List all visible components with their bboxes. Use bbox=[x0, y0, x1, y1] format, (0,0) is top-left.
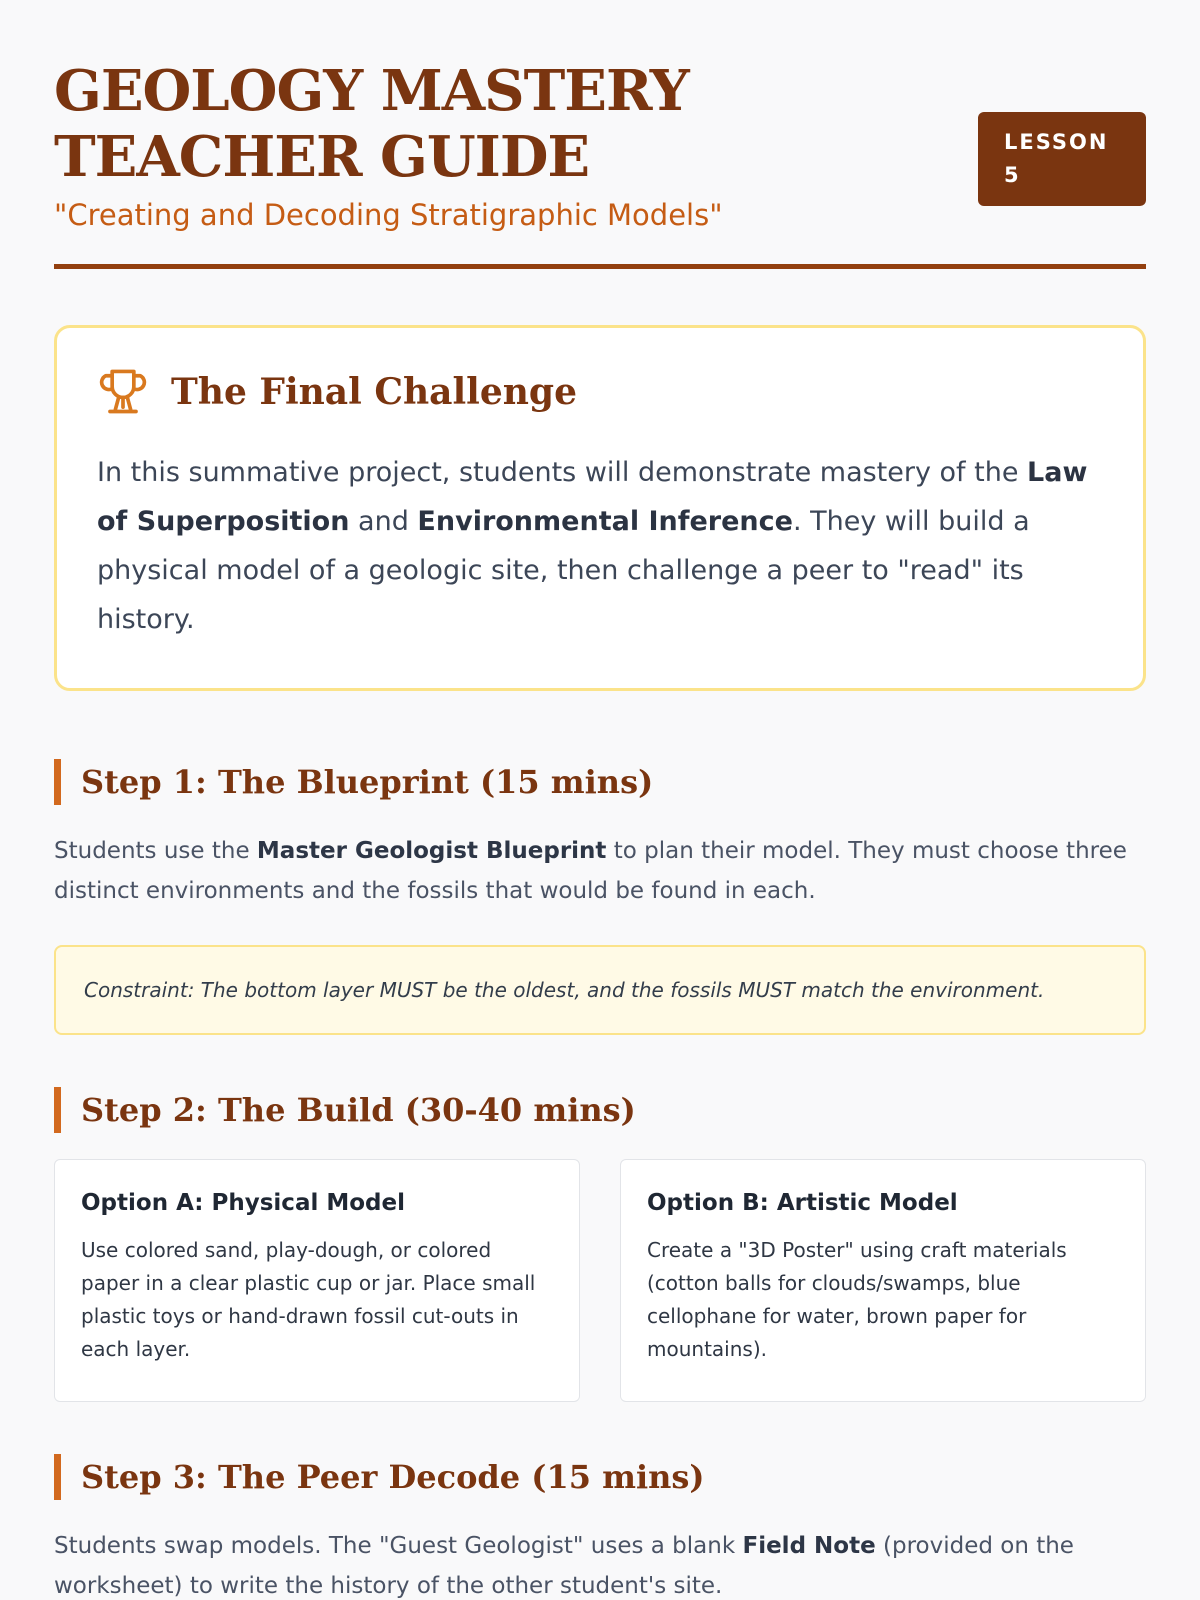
build-options bbox=[54, 1159, 1146, 1402]
step-3-title: Step 3: The Peer Decode (15 mins) bbox=[54, 1454, 1146, 1500]
step-1-description bbox=[54, 831, 1146, 911]
step-2-section bbox=[54, 1087, 1146, 1402]
master-geologist-blueprint-term: Master Geologist Blueprint bbox=[256, 838, 607, 864]
environmental-inference-term: Environmental Inference bbox=[417, 506, 793, 537]
option-a-title: Option A: Physical Model bbox=[81, 1190, 405, 1216]
page-subtitle: "Creating and Decoding Stratigraphic Models" bbox=[54, 198, 723, 232]
step-1-section bbox=[54, 759, 1146, 1035]
lesson-badge-label: LESSON bbox=[1004, 130, 1109, 154]
challenge-text-part: . They will build a physical model of a geologic site, then challenge a peer to "read" its history. bbox=[97, 506, 1030, 635]
step-3-description bbox=[54, 1526, 1146, 1600]
option-a-card bbox=[54, 1159, 580, 1402]
title-block bbox=[54, 58, 954, 232]
step-1-title: Step 1: The Blueprint (15 mins) bbox=[54, 759, 1146, 805]
step-1-text-part: Students use the bbox=[54, 838, 257, 864]
challenge-text-part: In this summative project, students will demonstrate mastery of the bbox=[97, 457, 1028, 488]
constraint-callout: Constraint: The bottom layer MUST be the oldest, and the fossils MUST match the environment. bbox=[54, 945, 1146, 1035]
step-3-section bbox=[54, 1454, 1146, 1600]
lesson-badge bbox=[978, 112, 1146, 206]
page-title: GEOLOGY MASTERY TEACHER GUIDE bbox=[54, 58, 689, 190]
page-header bbox=[54, 58, 1146, 269]
trophy-icon bbox=[97, 366, 149, 418]
law-of-superposition-term: Law of Superposition bbox=[97, 457, 1088, 537]
option-b-title: Option B: Artistic Model bbox=[647, 1190, 958, 1216]
final-challenge-card bbox=[54, 325, 1146, 691]
final-challenge-title: The Final Challenge bbox=[171, 371, 578, 413]
step-3-text-part: Students swap models. The "Guest Geologist" uses a blank bbox=[54, 1533, 743, 1559]
field-note-term: Field Note bbox=[742, 1533, 876, 1559]
step-3-text-part: (provided on the worksheet) to write the history of the other student's site. bbox=[54, 1533, 1074, 1599]
option-b-description: Create a "3D Poster" using craft materials (cotton balls for clouds/swamps, blue cellophane for water, brown paper for mountains). bbox=[647, 1238, 1067, 1361]
option-b-card bbox=[620, 1159, 1146, 1402]
lesson-badge-number: 5 bbox=[1004, 163, 1021, 187]
challenge-text-part: and bbox=[349, 506, 418, 537]
final-challenge-header bbox=[97, 366, 1103, 418]
final-challenge-description bbox=[97, 448, 1103, 644]
step-2-title: Step 2: The Build (30-40 mins) bbox=[54, 1087, 1146, 1133]
step-1-text-part: to plan their model. They must choose three distinct environments and the fossils that would be found in each. bbox=[54, 838, 1127, 904]
option-a-description: Use colored sand, play-dough, or colored paper in a clear plastic cup or jar. Place small plastic toys or hand-drawn fossil cut-outs in each layer. bbox=[81, 1238, 536, 1361]
